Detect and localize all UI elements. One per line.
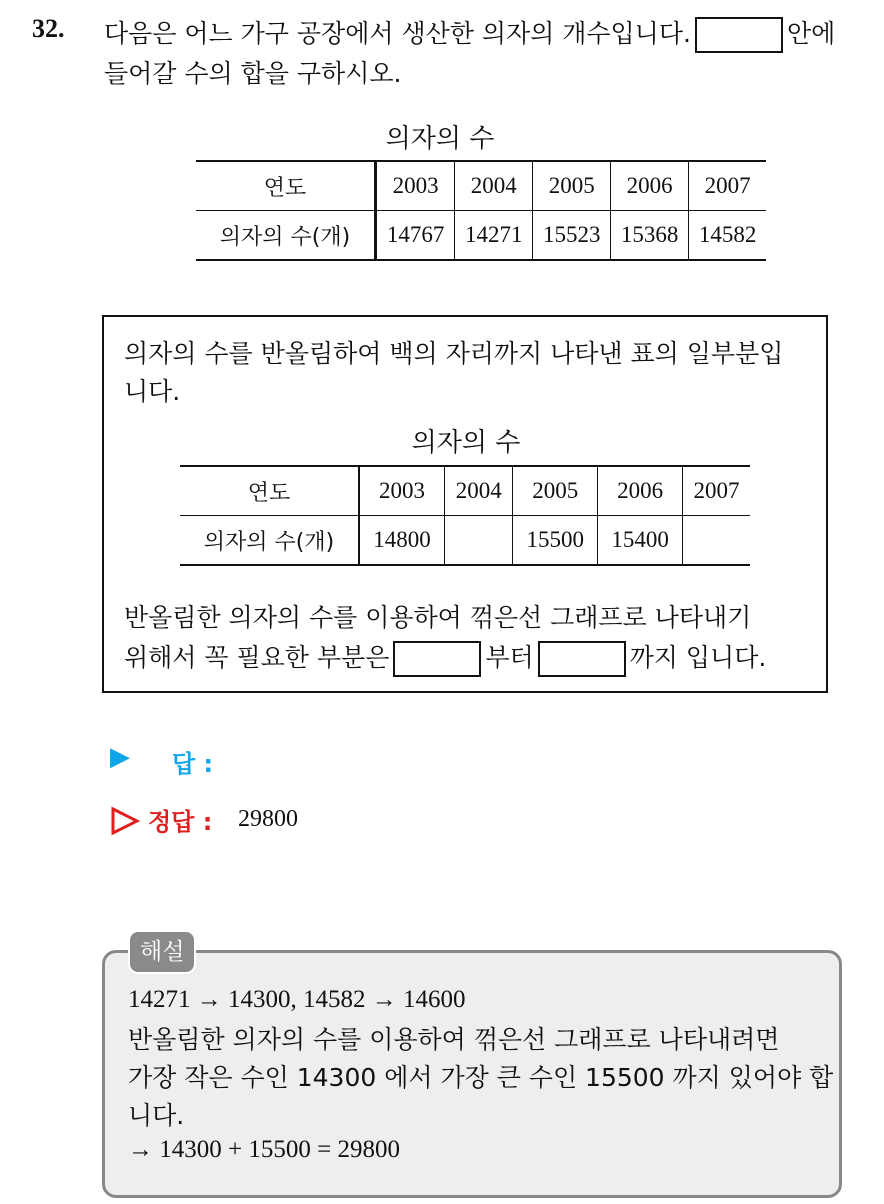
table1-count-header: 의자의 수(개): [196, 211, 376, 261]
question-line-1: [104, 14, 835, 53]
question-text-a: 다음은 어느 가구 공장에서 생산한 의자의 개수입니다.: [104, 19, 691, 48]
explanation-line-2: 반올림한 의자의 수를 이용하여 꺾은선 그래프로 나타내려면: [128, 1025, 780, 1054]
table1-caption: 의자의 수: [385, 124, 495, 154]
table1-year-cell: 2003: [376, 161, 455, 211]
correct-answer-label: 정답 :: [148, 808, 213, 836]
table1-count-cell: 14271: [455, 211, 533, 261]
answer-blank-to: [538, 641, 626, 677]
table2-year-cell: 2004: [445, 466, 513, 516]
explanation-line-3: 가장 작은 수인 14300 에서 가장 큰 수인 15500 까지 있어야 합: [128, 1063, 834, 1092]
answer-arrow-icon: ▶: [110, 742, 130, 772]
explanation-line-5: → 14300 + 15500 = 29800: [128, 1136, 400, 1163]
table2-count-cell: [445, 516, 513, 566]
question-text-b: 안에: [786, 19, 836, 48]
table1-count-cell: 14767: [376, 211, 455, 261]
table1-year-cell: 2006: [611, 161, 689, 211]
table2-count-cell: 14800: [359, 516, 445, 566]
table2-year-header: 연도: [180, 466, 359, 516]
answer-blank: [695, 17, 783, 53]
table1-count-cell: 15523: [533, 211, 611, 261]
box-text-4c: 까지 입니다.: [629, 643, 767, 672]
box-text-4a: 위해서 꼭 필요한 부분은: [124, 643, 390, 672]
box-text-line-1: 의자의 수를 반올림하여 백의 자리까지 나타낸 표의 일부분입: [124, 339, 784, 368]
table2-year-cell: 2005: [513, 466, 598, 516]
table2-count-cell: 15400: [598, 516, 683, 566]
table1-count-cell: 14582: [698, 222, 757, 247]
table2-count-cell: [683, 516, 751, 566]
explanation-tag: 해설: [128, 930, 196, 974]
box-text-line-3: 반올림한 의자의 수를 이용하여 꺾은선 그래프로 나타내기: [124, 603, 752, 632]
explanation-line-1: 14271 → 14300, 14582 → 14600: [128, 986, 466, 1013]
box-text-line-2: 니다.: [124, 377, 181, 406]
box-text-line-4: [124, 638, 766, 677]
answer-label: 답 :: [172, 750, 214, 778]
table1-year-cell: 2007: [704, 173, 751, 198]
table2-year-cell: 2007: [693, 478, 740, 503]
table1-count-cell: 15368: [611, 211, 689, 261]
question-line-2: 들어갈 수의 합을 구하시오.: [104, 59, 402, 88]
correct-arrow-icon: [110, 806, 140, 836]
table2-year-cell: 2006: [598, 466, 683, 516]
question-number: 32.: [32, 14, 65, 43]
correct-answer-value: 29800: [238, 806, 298, 832]
explanation-line-4: 니다.: [128, 1101, 185, 1130]
answer-blank-from: [393, 641, 481, 677]
table2-count-cell: 15500: [513, 516, 598, 566]
rounded-chair-count-table: [180, 465, 750, 566]
table2-count-header: 의자의 수(개): [180, 516, 359, 566]
table1-year-cell: 2004: [455, 161, 533, 211]
chair-count-table: [196, 160, 766, 261]
table2-year-cell: 2003: [359, 466, 445, 516]
box-text-4b: 부터: [485, 643, 534, 672]
table1-year-cell: 2005: [533, 161, 611, 211]
table2-caption: 의자의 수: [411, 428, 521, 458]
table1-year-header: 연도: [196, 161, 376, 211]
